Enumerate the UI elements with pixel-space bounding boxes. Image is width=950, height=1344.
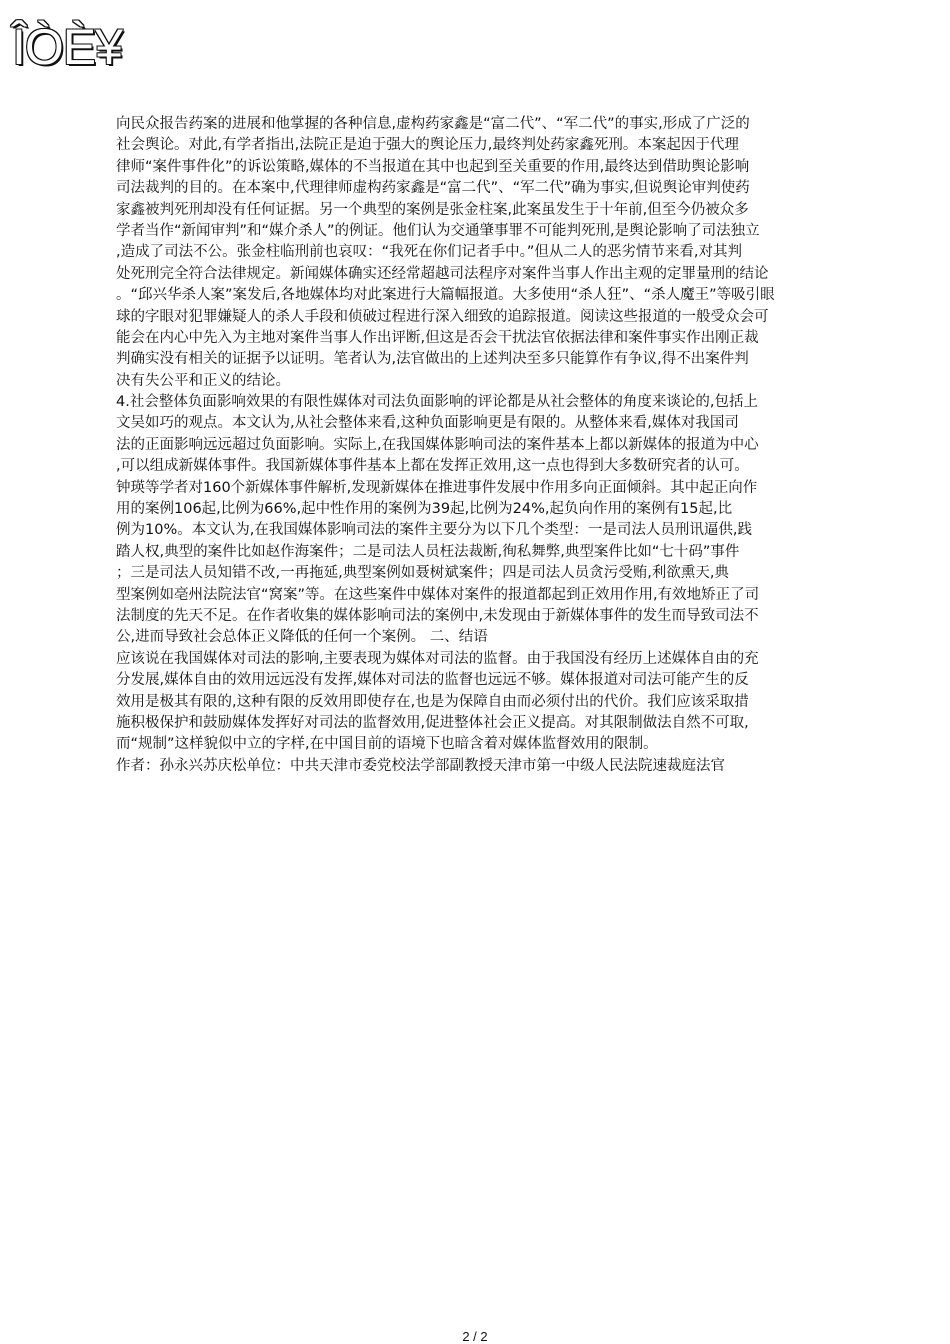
text-line: 应该说在我国媒体对司法的影响,主要表现为媒体对司法的监督。由于我国没有经历上述媒体自由的充 [116, 650, 759, 667]
text-line: 家鑫被判死刑却没有任何证据。另一个典型的案例是张金柱案,此案虽发生于十年前,但至今仍被众多 [116, 201, 749, 218]
text-line: 踏人权,典型的案件比如赵作海案件；二是司法人员枉法裁断,徇私舞弊,典型案件比如“七十码”事件 [116, 543, 740, 560]
text-line: 而“规制”这样貌似中立的字样,在中国目前的语境下也暗含着对媒体监督效用的限制。 [116, 736, 658, 753]
text-line: 社会舆论。对此,有学者指出,法院正是迫于强大的舆论压力,最终判处药家鑫死刑。本案起因于代理 [116, 137, 739, 154]
article-body [116, 114, 846, 777]
text-line: 法的正面影响远远超过负面影响。实际上,在我国媒体影响司法的案件基本上都以新媒体的报道为中心 [116, 436, 759, 453]
text-line: 分发展,媒体自由的效用远远没有发挥,媒体对司法的监督也远远不够。媒体报道对司法可能产生的反 [116, 672, 749, 689]
text-line: 向民众报告药案的进展和他掌握的各种信息,虚构药家鑫是“富二代”、“军二代”的事实,形成了广泛的 [116, 116, 750, 132]
text-line: 处死刑完全符合法律规定。新闻媒体确实还经常超越司法程序对案件当事人作出主观的定罪量刑的结论 [116, 265, 769, 282]
text-line: 效用是极其有限的,这种有限的反效用即使存在,也是为保障自由而必须付出的代价。我们应该采取措 [116, 693, 749, 710]
text-line: 能会在内心中先入为主地对案件当事人作出评断,但这是否会干扰法官依据法律和案件事实作出刚正裁 [116, 329, 759, 346]
text-line: ；三是司法人员知错不改,一再拖延,典型案例如聂树斌案件；四是司法人员贪污受贿,利欲熏天,典 [116, 565, 729, 582]
section-heading-line: 4.社会整体负面影响效果的有限性媒体对司法负面影响的评论都是从社会整体的角度来谈论的,包括上 [116, 394, 758, 411]
header-logo-mark: ÎÒÈ¥ [12, 19, 122, 75]
text-line: 判确实没有相关的证据予以证明。笔者认为,法官做出的上述判决至多只能算作有争议,得不出案件判 [116, 351, 749, 368]
page-number: 2 / 2 [462, 1329, 488, 1344]
text-line: 施积极保护和鼓励媒体发挥好对司法的监督效用,促进整体社会正义提高。对其限制做法自然不可取, [116, 714, 749, 731]
text-line: 学者当作“新闻审判”和“媒介杀人”的例证。他们认为交通肇事罪不可能判死刑,是舆论影响了司法独立 [116, 222, 760, 239]
text-line: ,可以组成新媒体事件。我国新媒体事件基本上都在发挥正效用,这一点也得到大多数研究者的认可。 [116, 458, 749, 475]
text-line: 钟瑛等学者对160个新媒体事件解析,发现新媒体在推进事件发展中作用多向正面倾斜。其中起正向作 [116, 479, 758, 496]
text-line: 律师“案件事件化”的诉讼策略,媒体的不当报道在其中也起到至关重要的作用,最终达到借助舆论影响 [116, 158, 750, 175]
text-line: 司法裁判的目的。在本案中,代理律师虚构药家鑫是“富二代”、“军二代”确为事实,但说舆论审判使药 [116, 180, 750, 197]
text-line: 决有失公平和正义的结论。 [116, 372, 290, 389]
text-line: 。“邱兴华杀人案”案发后,各地媒体均对此案进行大篇幅报道。大多使用“杀人狂”、“杀人魔王”等吸引眼 [116, 287, 775, 304]
text-line: 法制度的先天不足。在作者收集的媒体影响司法的案例中,未发现由于新媒体事件的发生而导致司法不 [116, 607, 759, 624]
text-line: 用的案例106起,比例为66%,起中性作用的案例为39起,比例为24%,起负向作用的案例有15起,比 [116, 501, 733, 518]
text-line: 公,进而导致社会总体正义降低的任何一个案例。 二、结语 [116, 629, 488, 646]
text-line: 例为10%。本文认为,在我国媒体影响司法的案件主要分为以下几个类型：一是司法人员刑讯逼供,践 [116, 522, 752, 539]
text-line: 型案例如亳州法院法官“窝案”等。在这些案件中媒体对案件的报道都起到正效用作用,有效地矫正了司 [116, 586, 760, 603]
author-line: 作者：孙永兴苏庆松单位：中共天津市委党校法学部副教授天津市第一中级人民法院速裁庭法官 [116, 757, 725, 774]
text-line: 球的字眼对犯罪嫌疑人的杀人手段和侦破过程进行深入细致的追踪报道。阅读这些报道的一般受众会可 [116, 308, 769, 325]
text-line: 文吴如巧的观点。本文认为,从社会整体来看,这种负面影响更是有限的。从整体来看,媒体对我国司 [116, 415, 739, 432]
text-line: ,造成了司法不公。张金柱临刑前也哀叹：“我死在你们记者手中。”但从二人的恶劣情节来看,对其判 [116, 244, 742, 261]
